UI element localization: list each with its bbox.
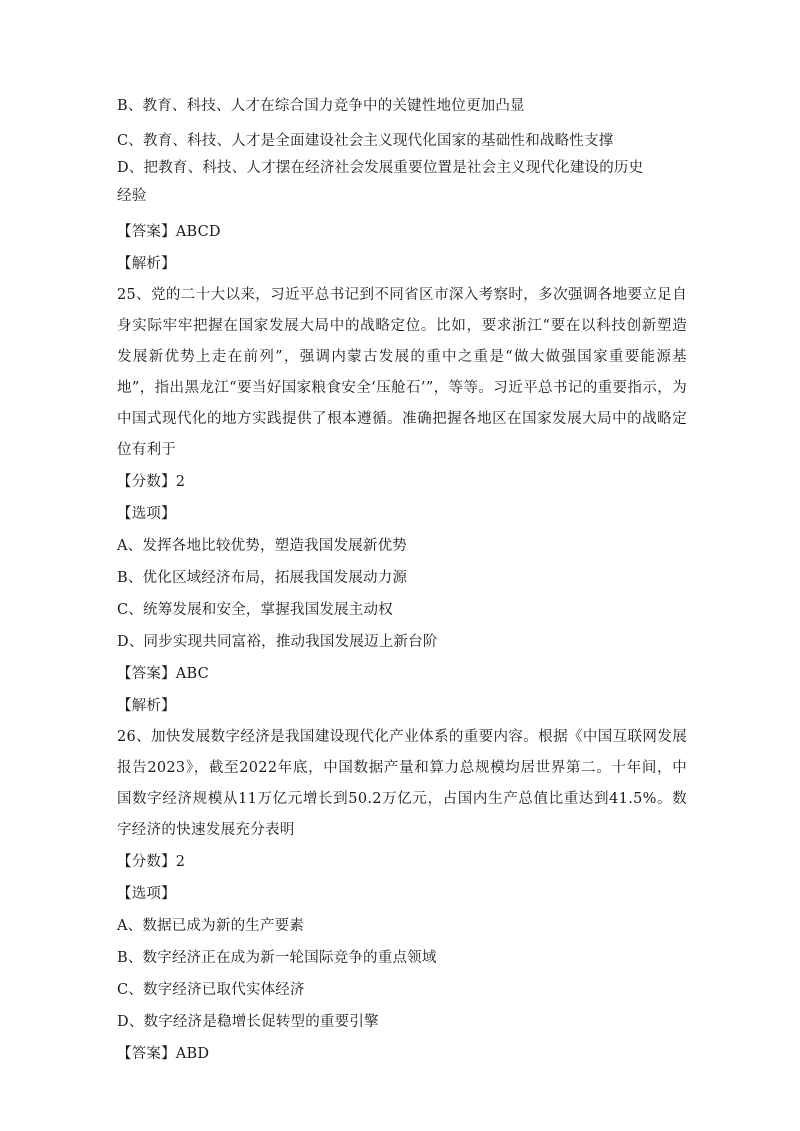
q25-option-d: D、同步实现共同富裕，推动我国发展迈上新台阶 <box>117 634 438 650</box>
document-page <box>117 96 687 1064</box>
prev-option-c: C、教育、科技、人才是全面建设社会主义现代化国家的基础性和战略性支撑 <box>117 133 614 149</box>
prev-option-d-line1: D、把教育、科技、人才摆在经济社会发展重要位置是社会主义现代化建设的历史 <box>117 160 644 176</box>
q25-option-b: B、优化区域经济布局，拓展我国发展动力源 <box>117 570 408 586</box>
q26-option-d: D、数字经济是稳增长促转型的重要引擎 <box>117 1014 379 1030</box>
q25-option-c: C、统筹发展和安全，掌握我国发展主动权 <box>117 602 393 618</box>
q26-stem: 26、加快发展数字经济是我国建设现代化产业体系的重要内容。根据《中国互联网发展报告2023》，截至2022年底，中国数据产量和算力总规模均居世界第二。十年间，中国数字经济规模从11万亿元增长到50.2万亿元，占国内生产总值比重达到41.5%。数字经济的快速发展充分表明 <box>117 729 687 838</box>
prev-analysis: 【解析】 <box>117 256 176 272</box>
q26-option-a: A、数据已成为新的生产要素 <box>117 918 305 934</box>
q25-score: 【分数】2 <box>117 474 186 490</box>
prev-option-b: B、教育、科技、人才在综合国力竞争中的关键性地位更加凸显 <box>117 98 525 114</box>
q26-option-b: B、数字经济正在成为新一轮国际竞争的重点领域 <box>117 950 437 966</box>
q25-options-label: 【选项】 <box>117 506 176 522</box>
prev-option-d-line2: 经验 <box>117 188 147 204</box>
q26-answer: 【答案】ABD <box>117 1046 210 1062</box>
q26-option-c: C、数字经济已取代实体经济 <box>117 982 305 998</box>
q25-answer: 【答案】ABC <box>117 666 209 682</box>
q26-score: 【分数】2 <box>117 854 186 870</box>
q25-stem: 25、党的二十大以来，习近平总书记到不同省区市深入考察时，多次强调各地要立足自身实际牢牢把握在国家发展大局中的战略定位。比如，要求浙江“要在以科技创新塑造发展新优势上走在前列”，强调内蒙古发展的重中之重是“做大做强国家重要能源基地”，指出黑龙江“要当好国家粮食安全‘压舱石’”，等等。习近平总书记的重要指示，为中国式现代化的地方实践提供了根本遵循。准确把握各地区在国家发展大局中的战略定位有利于 <box>117 287 687 458</box>
prev-answer: 【答案】ABCD <box>117 224 221 240</box>
q26-options-label: 【选项】 <box>117 886 176 902</box>
q25-analysis: 【解析】 <box>117 698 176 714</box>
q25-option-a: A、发挥各地比较优势，塑造我国发展新优势 <box>117 538 407 554</box>
